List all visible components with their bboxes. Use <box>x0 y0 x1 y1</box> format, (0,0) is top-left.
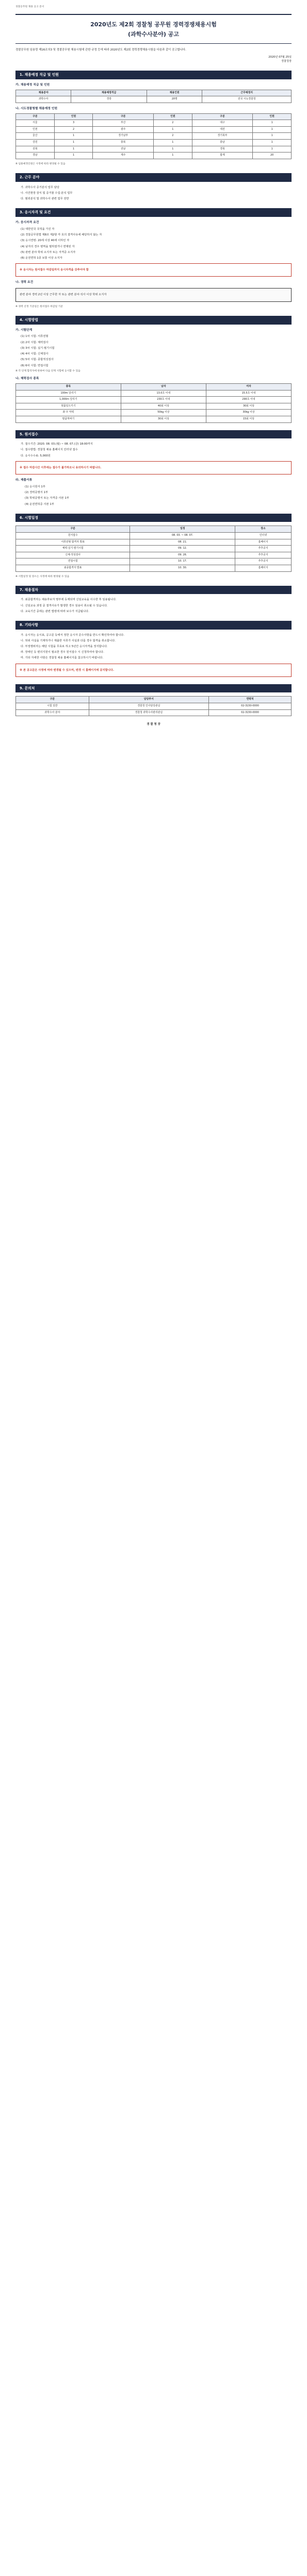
table-header: 남자 <box>121 384 206 391</box>
table-cell: 20명 <box>147 96 202 103</box>
table-cell: 대구 <box>192 120 253 127</box>
table-cell: 1 <box>253 133 292 140</box>
table-cell: 팔굽혀펴기 <box>16 416 121 423</box>
table-header: 채용인원 <box>147 90 202 96</box>
intro-text: 경찰공무원 임용령 제16조의3 및 경찰공무원 채용시험에 관한 규정 등에 따라 2020년도 제2회 경력경쟁채용시험을 다음과 같이 공고합니다. <box>15 48 186 52</box>
table-cell: 신체·적성검사 <box>16 552 130 558</box>
table-header: 구분 <box>192 113 253 120</box>
table-row <box>16 565 292 571</box>
section-heading-6: 6. 시험일정 <box>15 514 292 522</box>
table-cell: 울산 <box>16 133 55 140</box>
list-item: (2) 2차 시험: 체력검사 <box>21 341 49 344</box>
s3-warning: ※ 응시자는 원서접수 마감일까지 응시자격을 갖추어야 함 <box>20 268 89 272</box>
regions-table <box>15 113 292 159</box>
section-heading-8: 8. 기타사항 <box>15 621 292 630</box>
table-cell: 서울 <box>16 120 55 127</box>
section-heading-1: 1. 채용예정 직급 및 인원 <box>15 71 292 79</box>
table-cell: 최종합격자 발표 <box>16 565 130 571</box>
table-header: 구분 <box>16 113 55 120</box>
table-cell: 02-3150-0000 <box>209 709 292 716</box>
table-cell: 충북 <box>93 140 154 146</box>
table-cell: 합계 <box>192 152 253 159</box>
career-text: 관련 분야 경력 2년 이상 근무한 자 또는 관련 분야 석사 이상 학위 소지자 <box>20 293 107 297</box>
list-item: 나. 허위 사실을 기재하거나 제출한 서류가 사실과 다를 경우 합격을 취소합니다. <box>21 639 116 642</box>
table-row <box>16 96 292 103</box>
list-item: 가. 접수기간: 2020. 08. 03.(월) ~ 08. 07.(금) 18:00까지 <box>21 443 93 446</box>
table-row <box>16 140 292 146</box>
table-row <box>16 416 292 423</box>
s3-note: ※ 경력 산정 기준일은 원서접수 마감일 기준 <box>15 305 63 308</box>
table-cell: 추후공지 <box>235 546 292 552</box>
table-row <box>16 133 292 140</box>
section-heading-4: 4. 시험방법 <box>15 316 292 325</box>
list-item: 나. 사건현장 감식 및 증거물 수집·분석 업무 <box>21 192 73 195</box>
table-cell: 경남 <box>16 152 55 159</box>
table-cell: 경찰청 인사담당관실 <box>89 703 208 709</box>
list-item: (1) 1차 시험: 서류전형 <box>21 335 49 338</box>
table-cell: 추후공지 <box>235 558 292 565</box>
s6-note: ※ 시험일정 및 장소는 사정에 따라 변경될 수 있음 <box>15 575 70 578</box>
table-cell: 경장 <box>71 96 147 103</box>
title-line2: (과학수사분야) 공고 <box>128 31 179 38</box>
table-cell: 전국 시도경찰청 <box>202 96 292 103</box>
s5-warning: ※ 접수 마감시간 이후에는 접수가 불가하오니 유의하시기 바랍니다. <box>20 466 102 469</box>
table-cell: 1 <box>153 146 192 152</box>
list-item: (4) 운전면허증 사본 1부 <box>25 502 54 506</box>
list-item: 마. 기타 자세한 사항은 경찰청 채용 홈페이지를 참고하시기 바랍니다. <box>21 656 104 660</box>
table-cell: 좌·우 악력 <box>16 410 121 416</box>
table-cell: 30회 이상 <box>206 403 291 410</box>
list-item: (1) 대한민국 국적을 가진 자 <box>21 227 55 231</box>
table-row <box>16 552 292 558</box>
table-cell: 09. 12. <box>130 546 235 552</box>
table-header: 연락처 <box>209 697 292 703</box>
table-header: 여자 <box>206 384 291 391</box>
section-heading-7: 7. 채용절차 <box>15 586 292 595</box>
table-cell: 인터넷 <box>235 532 292 539</box>
table-cell: 3 <box>54 120 93 127</box>
table-row <box>16 709 292 716</box>
list-item: 다. 부정행위자는 해당 시험을 무효로 하고 5년간 응시자격을 정지합니다. <box>21 645 108 648</box>
footer-issuer: 경 찰 청 장 <box>147 723 160 726</box>
contact-table <box>15 696 292 716</box>
table-cell: 1 <box>54 146 93 152</box>
s1-sub-heading: 가. 채용예정 직급 및 인원 <box>15 83 50 87</box>
table-cell: 13.0초 이내 <box>121 390 206 397</box>
table-cell: 1 <box>54 152 93 159</box>
table-header: 구분 <box>16 697 89 703</box>
schedule-table <box>15 526 292 571</box>
list-item: (1) 응시원서 1부 <box>25 485 45 488</box>
table-cell: 230초 이내 <box>121 397 206 403</box>
table-cell: 08. 21. <box>130 539 235 546</box>
table-cell: 10. 17. <box>130 558 235 565</box>
table-cell: 추후공지 <box>235 552 292 558</box>
section-heading-2: 2. 근무 분야 <box>15 173 292 182</box>
table-row <box>16 146 292 152</box>
table-cell: 과학수사 <box>16 96 71 103</box>
table-row <box>16 126 292 133</box>
table-cell: 체력·실기·필기시험 <box>16 546 130 552</box>
table-row <box>16 403 292 410</box>
table-header: 근무예정지 <box>202 90 292 96</box>
table-cell: 전남 <box>93 146 154 152</box>
table-row <box>16 532 292 539</box>
table-header: 인원 <box>253 113 292 120</box>
table-cell: 대전 <box>192 126 253 133</box>
table-header: 담당부서 <box>89 697 208 703</box>
table-cell: 2 <box>54 126 93 133</box>
career-box <box>15 288 292 301</box>
table-header: 채용예정직급 <box>71 90 147 96</box>
section-heading-5: 5. 원서접수 <box>15 430 292 439</box>
table-cell: 09. 26. <box>130 552 235 558</box>
list-item: (3) 3차 시험: 실기·필기시험 <box>21 346 55 350</box>
section-heading-9: 9. 문의처 <box>15 684 292 693</box>
s4-note: ※ 각 단계 합격자에 한하여 다음 단계 시험에 응시할 수 있음 <box>15 369 80 372</box>
table-cell: 인천 <box>16 126 55 133</box>
list-item: 라. 장애인 등 편의지원이 필요한 경우 원서접수 시 신청하여야 합니다. <box>21 651 104 654</box>
table-row <box>16 539 292 546</box>
table-cell: 1 <box>253 120 292 127</box>
table-cell: 15.5초 이내 <box>206 390 291 397</box>
table-header: 인원 <box>54 113 93 120</box>
table-cell: 서류전형 합격자 발표 <box>16 539 130 546</box>
table-row <box>16 390 292 397</box>
table-row <box>16 152 292 159</box>
list-item: (5) 관련 분야 학위 소지자 또는 자격증 소지자 <box>21 250 76 254</box>
table-cell: 면접시험 <box>16 558 130 565</box>
table-cell: 경기북부 <box>192 133 253 140</box>
s8-warning-box <box>15 664 292 677</box>
table-cell: 15회 이상 <box>206 416 291 423</box>
s3-sub-heading-2: 나. 경력 요건 <box>15 281 34 284</box>
table-header: 장소 <box>235 526 292 533</box>
announce-date: 2020년 07월 25일 <box>268 55 292 59</box>
table-cell: 강원 <box>16 140 55 146</box>
announce-issuer: 경찰청장 <box>281 59 292 63</box>
table-cell: 1 <box>54 140 93 146</box>
table-row <box>16 410 292 416</box>
table-header: 일정 <box>130 526 235 533</box>
list-item: 다. 응시수수료: 5,000원 <box>21 454 51 457</box>
table-cell: 2 <box>153 133 192 140</box>
table-cell: 경찰청 과학수사관리관실 <box>89 709 208 716</box>
list-item: 가. 응시자는 응시표, 공고문 등에서 정한 응시자 준수사항을 반드시 확인하여야 합니다. <box>21 633 124 637</box>
table-header: 채용분야 <box>16 90 71 96</box>
list-item: (6) 운전면허 1종 보통 이상 소지자 <box>21 256 62 260</box>
table-cell: 10. 30. <box>130 565 235 571</box>
list-item: (4) 남자의 경우 병역을 필하였거나 면제된 자 <box>21 245 75 248</box>
list-item: 가. 최종합격자는 채용후보자 명부에 등재되며 신임교육을 이수한 후 임용됩니다. <box>21 598 117 602</box>
s5-sub-heading: 라. 제출서류 <box>15 479 33 482</box>
list-item: (3) 학위증명서 또는 자격증 사본 1부 <box>25 497 69 500</box>
table-cell: 1 <box>153 126 192 133</box>
section-heading-3: 3. 응시자격 및 요건 <box>15 208 292 217</box>
list-item: (4) 4차 시험: 신체검사 <box>21 352 49 356</box>
title-line1: 2020년도 제2회 경찰청 공무원 경력경쟁채용시험 <box>90 21 217 28</box>
table-cell: 1 <box>153 140 192 146</box>
table-cell: 홈페이지 <box>235 565 292 571</box>
table-cell: 08. 03. ~ 08. 07. <box>130 532 235 539</box>
top-note: 경찰공무원 채용 공고 문서 <box>15 6 44 8</box>
s3-warning-box <box>15 263 292 277</box>
table-cell: 2 <box>153 120 192 127</box>
table-cell: 광주 <box>93 126 154 133</box>
table-cell: 1 <box>253 146 292 152</box>
list-item: 나. 접수방법: 경찰청 채용 홈페이지 인터넷 접수 <box>21 448 78 452</box>
table-cell: 1 <box>253 140 292 146</box>
table-cell: 1 <box>153 152 192 159</box>
positions-table <box>15 90 292 103</box>
table-row <box>16 397 292 403</box>
table-cell: 윗몸일으키기 <box>16 403 121 410</box>
list-item: 나. 신임교육 과정 중 결격사유가 발생한 경우 임용이 취소될 수 있습니다. <box>21 604 108 607</box>
fitness-table <box>15 383 292 423</box>
table-cell: 1,000m 달리기 <box>16 397 121 403</box>
date-block <box>15 55 292 63</box>
table-cell: 홈페이지 <box>235 539 292 546</box>
table-row <box>16 558 292 565</box>
list-item: (2) 경찰공무원법 제8조 제2항 각 호의 결격사유에 해당하지 않는 자 <box>21 233 102 237</box>
title-box <box>15 14 292 43</box>
table-row <box>16 120 292 127</box>
table-header: 인원 <box>153 113 192 120</box>
table-cell: 02-3150-0000 <box>209 703 292 709</box>
table-header: 구분 <box>16 526 130 533</box>
list-item: (5) 5차 시험: 종합적성검사 <box>21 358 54 362</box>
table-header: 종목 <box>16 384 121 391</box>
table-cell: 과학수사 분야 <box>16 709 89 716</box>
table-cell: 제주 <box>93 152 154 159</box>
table-cell: 40회 이상 <box>121 403 206 410</box>
list-item: (2) 경력증명서 1부 <box>25 491 48 495</box>
s4-sub-heading: 가. 시험단계 <box>15 328 33 332</box>
s1-sub-heading-2: 나. 시도경찰청별 채용예정 인원 <box>15 107 58 110</box>
s4-sub-heading-2: 나. 체력검사 종목 <box>15 377 39 381</box>
s8-warning: ※ 본 공고문은 사정에 따라 변경될 수 있으며, 변경 시 홈페이지에 공지합니다. <box>20 668 114 672</box>
table-cell: 20 <box>253 152 292 159</box>
table-cell: 원서접수 <box>16 532 130 539</box>
table-cell: 290초 이내 <box>206 397 291 403</box>
table-cell: 충남 <box>192 140 253 146</box>
list-item: (6) 6차 시험: 면접시험 <box>21 364 49 367</box>
list-item: 다. 범죄분석 및 과학수사 관련 업무 전반 <box>21 197 69 201</box>
table-cell: 부산 <box>93 120 154 127</box>
table-cell: 전북 <box>16 146 55 152</box>
table-row <box>16 546 292 552</box>
table-cell: 30kg 이상 <box>206 410 291 416</box>
table-cell: 1 <box>54 133 93 140</box>
table-cell: 30회 이상 <box>121 416 206 423</box>
list-item: 가. 과학수사 증거분석 업무 담당 <box>21 185 59 189</box>
table-cell: 시험 일반 <box>16 703 89 709</box>
table-row <box>16 703 292 709</box>
list-item: (3) 응시연령: 20세 이상 40세 이하인 자 <box>21 239 70 243</box>
table-cell: 경북 <box>192 146 253 152</box>
table-cell: 경기남부 <box>93 133 154 140</box>
table-cell: 1 <box>253 126 292 133</box>
s5-warning-box <box>15 461 292 474</box>
s1-note: ※ 임용예정인원은 사정에 따라 변경될 수 있음 <box>15 162 66 165</box>
table-cell: 100m 달리기 <box>16 390 121 397</box>
s3-sub-heading: 가. 응시자격 요건 <box>15 221 39 224</box>
table-header: 구분 <box>93 113 154 120</box>
list-item: 다. 교육기간 중에는 관련 법령에 따라 보수가 지급됩니다. <box>21 609 89 613</box>
table-cell: 50kg 이상 <box>121 410 206 416</box>
